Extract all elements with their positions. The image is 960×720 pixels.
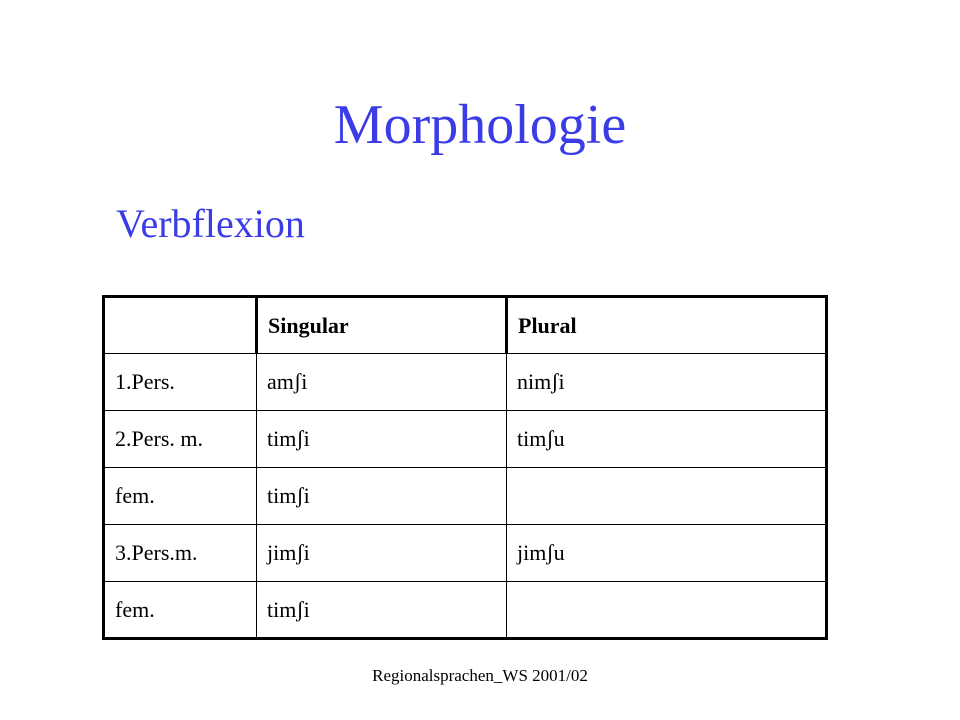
plural-cell: jimʃu: [507, 525, 827, 582]
table-row: [104, 582, 827, 639]
table-row: [104, 468, 827, 525]
header-cell-singular: Singular: [257, 297, 507, 354]
person-cell: 3.Pers.m.: [104, 525, 257, 582]
singular-cell: jimʃi: [257, 525, 507, 582]
singular-cell: amʃi: [257, 354, 507, 411]
slide-title: Morphologie: [333, 94, 627, 156]
table-row: [104, 354, 827, 411]
person-cell: fem.: [104, 582, 257, 639]
plural-cell: [507, 468, 827, 525]
conjugation-table-container: [102, 295, 828, 640]
person-cell: 1.Pers.: [104, 354, 257, 411]
header-cell-empty: [104, 297, 257, 354]
singular-cell: timʃi: [257, 411, 507, 468]
plural-cell: [507, 582, 827, 639]
table-row: [104, 411, 827, 468]
singular-cell: timʃi: [257, 582, 507, 639]
table-header-row: [104, 297, 827, 354]
person-cell: fem.: [104, 468, 257, 525]
person-cell: 2.Pers. m.: [104, 411, 257, 468]
singular-cell: timʃi: [257, 468, 507, 525]
conjugation-table: [102, 295, 828, 640]
plural-cell: timʃu: [507, 411, 827, 468]
plural-cell: nimʃi: [507, 354, 827, 411]
table-row: [104, 525, 827, 582]
header-cell-plural: Plural: [507, 297, 827, 354]
slide-footer: Regionalsprachen_WS 2001/02: [372, 666, 588, 685]
slide-subtitle: Verbflexion: [116, 201, 305, 246]
